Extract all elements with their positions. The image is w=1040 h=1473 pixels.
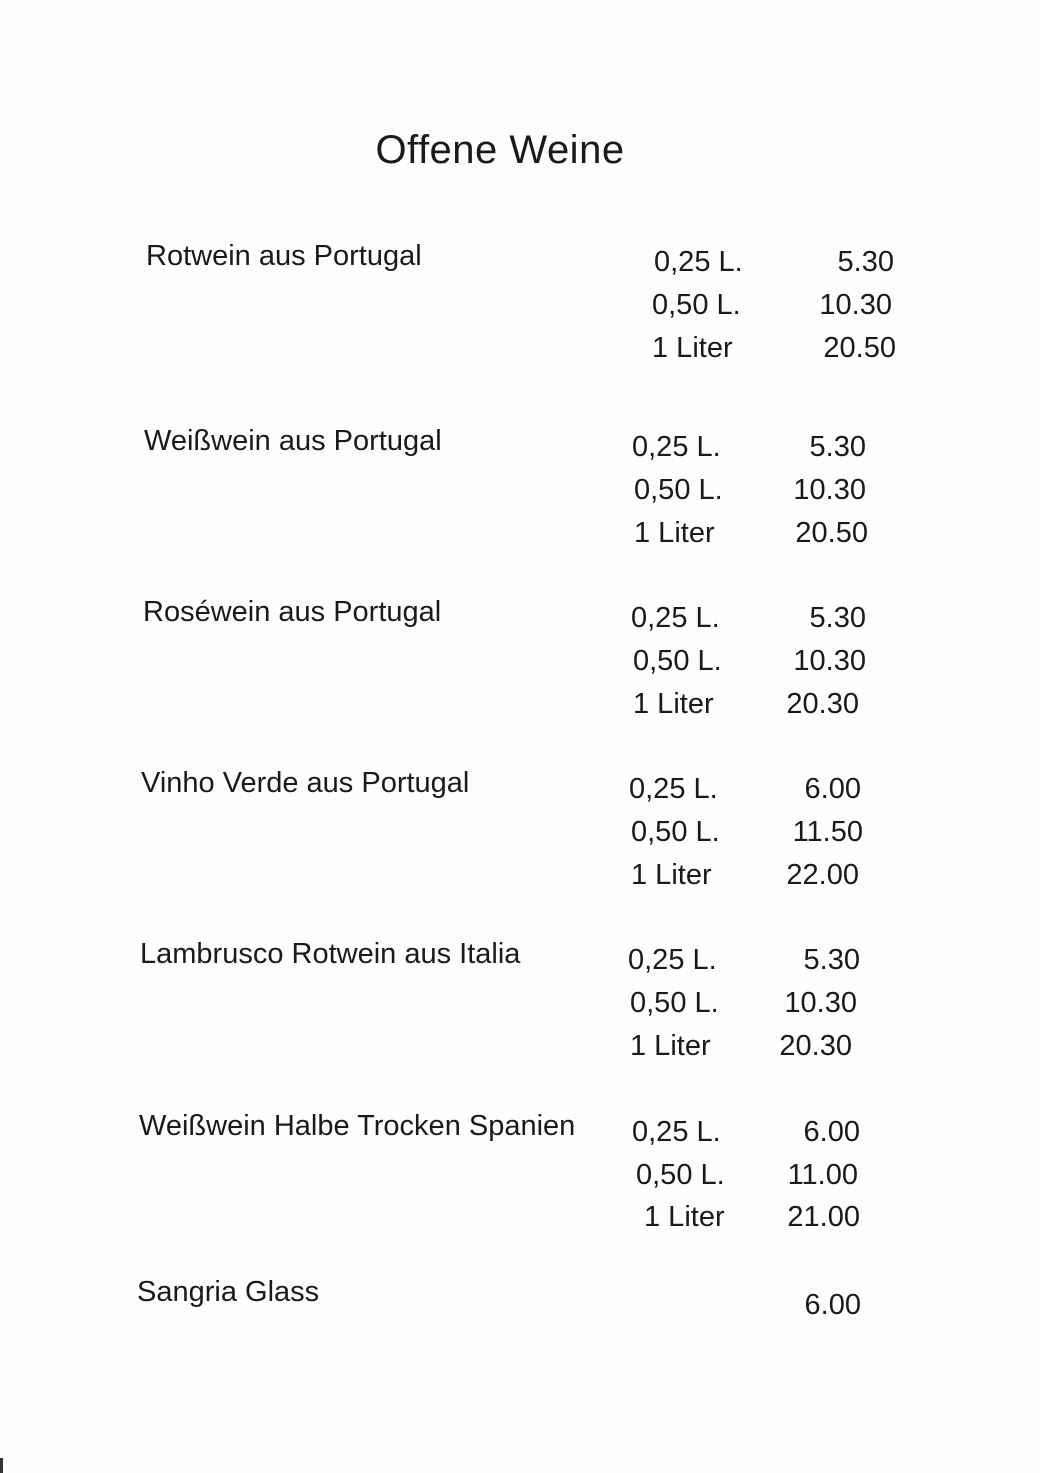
size-label: 0,25 L.	[632, 1116, 721, 1148]
price-value: 21.00	[787, 1201, 860, 1233]
size-label: 0,50 L.	[634, 474, 723, 506]
wine-item	[139, 1110, 1040, 1240]
price-value: 20.50	[795, 517, 868, 549]
wine-item	[141, 767, 1040, 897]
size-label: 0,25 L.	[654, 246, 743, 278]
size-label: 0,50 L.	[633, 645, 722, 677]
price-value: 20.30	[786, 688, 859, 720]
price-value: 6.00	[804, 1289, 861, 1321]
wine-name: Roséwein aus Portugal	[143, 596, 442, 628]
price-value: 5.30	[837, 246, 894, 278]
wine-item	[146, 240, 1040, 370]
size-label: 1 Liter	[644, 1201, 725, 1233]
wine-name: Lambrusco Rotwein aus Italia	[140, 938, 521, 970]
price-value: 5.30	[809, 431, 866, 463]
size-label: 1 Liter	[652, 332, 733, 364]
size-label: 1 Liter	[634, 517, 715, 549]
wine-name: Rotwein aus Portugal	[146, 240, 422, 272]
price-value: 20.50	[823, 332, 896, 364]
wine-item	[140, 938, 1040, 1068]
price-value: 11.50	[792, 816, 863, 848]
size-label: 0,50 L.	[630, 987, 719, 1019]
price-value: 5.30	[803, 944, 860, 976]
wine-item	[137, 1276, 1040, 1406]
size-label: 0,25 L.	[631, 602, 720, 634]
price-value: 10.30	[793, 474, 866, 506]
price-value: 6.00	[803, 1116, 860, 1148]
size-label: 0,25 L.	[629, 773, 718, 805]
size-label: 1 Liter	[630, 1030, 711, 1062]
wine-name: Weißwein aus Portugal	[144, 425, 442, 457]
wine-name: Vinho Verde aus Portugal	[141, 767, 470, 799]
size-label: 0,50 L.	[652, 289, 741, 321]
wine-name: Sangria Glass	[137, 1276, 320, 1308]
price-value: 10.30	[819, 289, 892, 321]
size-label: 1 Liter	[631, 859, 712, 891]
size-label: 0,25 L.	[632, 431, 721, 463]
price-value: 6.00	[804, 773, 861, 805]
page-title: Offene Weine	[375, 128, 625, 172]
size-label: 0,50 L.	[631, 816, 720, 848]
price-value: 5.30	[809, 602, 866, 634]
wine-item	[143, 596, 1040, 726]
price-value: 11.00	[787, 1159, 858, 1191]
price-value: 20.30	[779, 1030, 852, 1062]
price-value: 22.00	[786, 859, 859, 891]
wine-item	[144, 425, 1040, 555]
size-label: 0,25 L.	[628, 944, 717, 976]
size-label: 0,50 L.	[636, 1159, 725, 1191]
size-label: 1 Liter	[633, 688, 714, 720]
price-value: 10.30	[793, 645, 866, 677]
scan-edge-mark	[0, 1458, 3, 1473]
price-value: 10.30	[784, 987, 857, 1019]
wine-name: Weißwein Halbe Trocken Spanien	[139, 1110, 576, 1142]
